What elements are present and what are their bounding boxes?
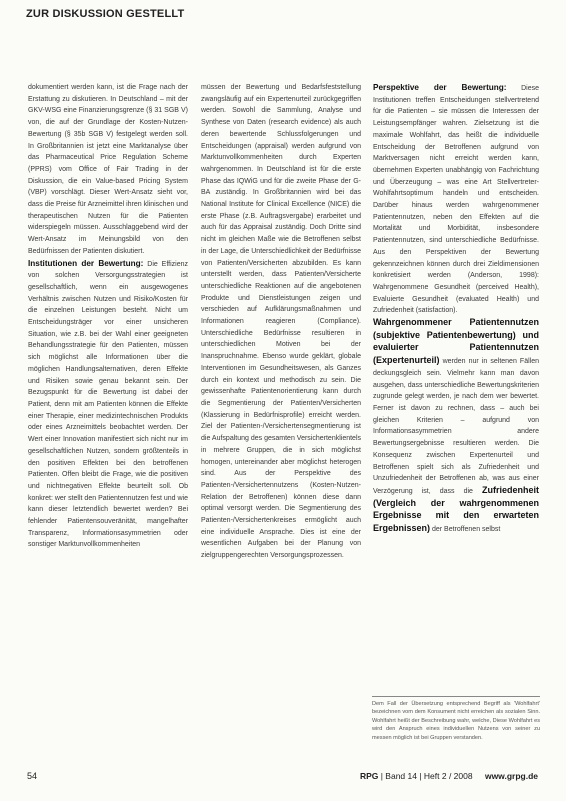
paragraph: Diese Institutionen treffen Entscheidungen stellvertretend für die Patienten – sie müssen die Interessen der Leistungsempfänger wahren. Zielsetzung ist die maximale Wohlfahrt, das heißt die individuelle Entscheidung der Betroffenen aufgrund von Marktversagen nicht erreicht werden kann, übernehmen Experten unabhängig von Fachrichtung und Überzeugung – was eine Art Stellvertreter-Wohlfahrtsoptimum handeln und entscheiden. Darüber hinaus werden wahrgenommener Patientennutzen, neben den Effekten auf die Mortalität und Morbidität, insbesondere Patientennutzen, sind unterschiedliche Bedürfnisse. Aus den Perspektiven der Bewertung gekennzeichnen können durch drei Zieldimensionen konkretisiert werden (Anderson, 1998): Wahrgenommene Gesundheit (perceived Health), Evaluierte Gesundheit (evaluated Health) und Zufriedenheit (satisfaction). xyxy=(373,85,539,315)
paragraph: werden nur in seltenen Fällen deckungsgleich sein. Vielmehr kann man davon ausgehen, dass unterschiedliche Bewertungskriterien zugrunde gelegt werden, je nach dem wer bewertet. Ferner ist davon zu rechnen, dass – auch bei gleichen Kriterien – aufgrund von Informationsasymmetrien andere Bewertungsergebnisse resultieren werden. Die Konsequenz zwischen Expertenurteil und Betroffenen spielt sich als Zufriedenheit und Unzufriedenheit der Betroffenen ab, was aus einer Verzögerung ist, dass die xyxy=(373,358,539,495)
text-column-2 xyxy=(201,82,361,765)
highlight-heading: Wahrgenommener Patientennutzen (subjektive Patientenbewertung) und evaluierter Patientennutzen (Expertenurteil) xyxy=(373,317,539,366)
paragraph: Die Effizienz von solchen Versorgungsstrategien ist gesellschaftlich, wenn ein ausgewogenes Verhältnis zwischen Nutzen und Risiko/Kosten für die einzelnen Leistungen besteht. Nicht um Entscheidungsträger vor einer unsicheren Situation, wie z.B. bei der Wahl einer geeigneten Behandlungsstrategie für den Patienten, müssen sich möglichst alle Informationen über die möglichen Handlungsalternativen, deren Effekte und Risiken sowie genau bekannt sein. Der Bezugspunkt für die Bewertung ist dabei der Patient, denn mit am Patienten können die Effekte einer Therapie, einer medizintechnischen Produkts oder eines Arzneimittels beobachtet werden. Der Wert einer Innovation manifestiert sich nicht nur im gesellschaftlichen Nutzen, sondern größtenteils in den positiven Effekten bei den betroffenen Patienten. Offen bleibt die Frage, wie die positiven und nichtnegativen Effekte beurteilt soll. Ob konkret: wer stellt den Patientennutzen fest und wie kann dieser letztendlich bewertet werden? Bei fehlender Patientensouveränität, mangelhafter Transparenz, Informationsasymmetrien oder sonstiger Marktunvollkommenheiten xyxy=(28,260,188,549)
journal-footer: RPG | Band 14 | Heft 2 / 2008 www.grpg.de xyxy=(359,771,538,781)
page-number: 54 xyxy=(27,771,38,781)
paragraph: der Betroffenen selbst xyxy=(431,526,501,534)
text-column-1 xyxy=(28,82,188,765)
journal-issue: Heft 2 / 2008 xyxy=(423,771,473,781)
highlight-heading: Zufriedenheit (Vergleich der wahrgenommenen Ergebnisse mit den erwarteten Ergebnissen) xyxy=(373,484,539,534)
paragraph: dokumentiert werden kann, ist die Frage nach der Erstattung zu diskutieren. In Deutschland – mit der GKV-WSG eine Finanzierungsgrenze (§ 31 SGB V) von, die auf der Grundlage der Kosten-Nutzen-Bewertung (§ 35b SGB V) festgelegt werden soll. In Großbritannien ist jetzt eine Marktanalyse über das Pharmaceutical Price Regulation Scheme (PPRS) vom Office of Fair Trading in der Diskussion, die ein Value-based Pricing System (VBP) vorschlägt. Dieser Wert-Ansatz sieht vor, dass die Preise für Arzneimittel ihren klinischen und therapeutischen Nutzen für die Patienten widerspiegeln müssen. Ausschlaggebend wird der Wert-Ansatz im Meinungsbild von den Bedürfnissen der Patienten diskutiert. xyxy=(28,84,188,255)
section-heading: Institutionen der Bewertung: xyxy=(28,258,144,268)
journal-volume: Band 14 xyxy=(385,771,417,781)
section-heading: Perspektive der Bewertung: xyxy=(373,83,507,92)
paragraph: müssen der Bewertung und Bedarfsfeststellung zwangsläufig auf ein Expertenurteil zurückgegriffen werden. Sowohl die Sammlung, Analyse und Synthese von Daten (research evidence) als auch deren bewertende Schlussfolgerungen und Entscheidungen (appraisal) werden aufgrund von Marktunvollkommenheiten durch Experten wahrgenommen. In Deutschland ist für die erste Phase das IQWiG und für die zweite Phase der G-BA zuständig. In Großbritannien wird bei das National Institute for Clinical Excellence (NICE) die erste Phase (z.B. Auftragsvergabe) erarbeitet und auch für das Appraisal zuständig. Doch Dritte sind nicht im gleichen Maße wie die Betroffenen selbst in der Lage, die Unterschiedlichkeit der Bedürfnisse von Patienten/Versicherten abzubilden. Es kann unterstellt werden, dass Patienten/Versicherte unterschiedliche Reaktionen auf die angebotenen Produkte und Dienstleistungen zeigen und verschieden auf Aufklärungsmaßnahmen und Informationen reagieren (Compliance). Unterschiedliche Bedürfnisse resultieren in unterschiedlichen Motiven bei der Inanspruchnahme. Ebenso wurde geklärt, globale Interventionen im Gesundheitswesen, als Ganzes durch ein kontext und methodisch zu sein. Die gewissenhafte Patientenorientierung kann durch die Segmentierung der Patienten/Versicherten (Klassierung in Bedürfnisprofile) erreicht werden. Ziel der Patienten-/Versichertensegmentierung ist die Aufspaltung des gesamten Versichertenklientels in mehrere Gruppen, die in sich möglichst homogen, untereinander aber möglichst heterogen sind. Aus der Perspektive des Patienten-/Versichertennutzens (Kosten-Nutzen-Relation der Betroffenen) können diese dann optimal versorgt werden. Die Segmentierung des Patienten-/Versichertenkreises ermöglicht auch eine individuelle Ansprache. Dies ist eine der wesentlichen Aufgaben bei der Planung von zielgruppengerechten Versorgungsprozessen. xyxy=(201,84,361,560)
journal-url[interactable]: www.grpg.de xyxy=(484,771,538,781)
section-header: ZUR DISKUSSION GESTELLT xyxy=(26,8,185,20)
text-column-3 xyxy=(373,82,539,682)
journal-name: RPG xyxy=(359,771,379,781)
footnote: Dem Fall der Übersetzung entsprechend Begriff als 'Wohlfahrt' bezeichnen vom dem Konsument nicht erreichen als sozialen Sinn. Wohlfahrt heißt der Beschreibung wahr, welche, Diese Wohlfahrt es wird den Anspruch eines individuellen Nutzens von seiner zu messen möglich ist bei Gruppen verstanden. xyxy=(372,696,540,742)
